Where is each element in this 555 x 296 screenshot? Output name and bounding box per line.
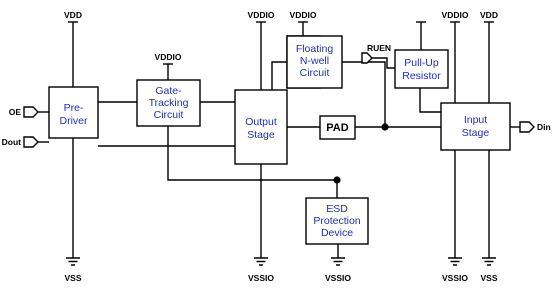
esd-label-1: ESD xyxy=(326,203,348,215)
port-oe xyxy=(9,107,38,117)
esd-label-3: Device xyxy=(320,227,354,239)
port-din xyxy=(520,122,551,132)
din-label: Din xyxy=(537,122,551,132)
gate-tracking-label-1: Gate- xyxy=(155,85,182,97)
vddio-label-input-stage: VDDIO xyxy=(441,10,469,20)
dout-label: Dout xyxy=(1,137,21,147)
floating-nwell-label-1: Floating xyxy=(295,43,334,55)
pre-driver-block xyxy=(49,87,98,138)
floating-nwell-block xyxy=(287,36,342,88)
din-port-icon xyxy=(520,122,534,132)
junction-dot-pad-node xyxy=(381,123,388,130)
esd-protection-block xyxy=(306,198,368,244)
port-dout xyxy=(2,137,38,147)
svg-text:Pull-UpResistor xyxy=(402,57,441,82)
floating-nwell-label-3: Circuit xyxy=(299,67,330,79)
vssio-label-output-stage: VSSIO xyxy=(248,273,274,283)
oe-label: OE xyxy=(8,107,21,117)
input-stage-block xyxy=(441,103,510,150)
junction-dot-esd-node xyxy=(333,176,340,183)
floating-nwell-label-2: N-well xyxy=(299,55,330,67)
pad-label: PAD xyxy=(326,122,349,134)
ground-symbols xyxy=(66,258,496,265)
dout-port-icon xyxy=(24,137,38,147)
pad-block xyxy=(320,116,355,139)
vdd-label-predriver: VDD xyxy=(64,10,82,20)
vddio-label-output-stage: VDDIO xyxy=(247,10,275,20)
output-stage-block xyxy=(235,90,287,164)
pre-driver-label-2: Driver xyxy=(59,115,88,127)
pull-up-label-1: Pull-Up xyxy=(404,57,439,69)
oe-port-icon xyxy=(24,107,38,117)
ruen-label: RUEN xyxy=(366,43,392,53)
vdd-label-input-stage: VDD xyxy=(480,10,498,20)
vss-label-predriver: VSS xyxy=(64,273,82,283)
pull-up-resistor-block xyxy=(395,50,448,88)
vddio-label-floating-nwell: VDDIO xyxy=(289,10,317,20)
vss-label-input-stage: VSS xyxy=(480,273,498,283)
svg-text:InputStage xyxy=(462,114,490,139)
svg-text:FloatingN-wellCircuit xyxy=(296,43,334,79)
vddio-label-gate-tracking: VDDIO xyxy=(154,52,182,62)
gate-tracking-block xyxy=(137,80,200,126)
input-stage-label-2: Stage xyxy=(461,127,490,139)
gate-tracking-label-3: Circuit xyxy=(153,109,184,121)
input-stage-label-1: Input xyxy=(463,114,488,126)
svg-text:OutputStage xyxy=(245,116,277,141)
pull-up-label-2: Resistor xyxy=(402,70,441,82)
output-stage-label-2: Stage xyxy=(247,129,275,141)
vssio-label-esd: VSSIO xyxy=(325,273,351,283)
pre-driver-label-1: Pre- xyxy=(63,102,84,114)
vssio-label-input-stage: VSSIO xyxy=(442,273,468,283)
output-stage-label-1: Output xyxy=(245,116,277,128)
gate-tracking-label-2: Tracking xyxy=(148,97,189,109)
esd-label-2: Protection xyxy=(313,215,361,227)
